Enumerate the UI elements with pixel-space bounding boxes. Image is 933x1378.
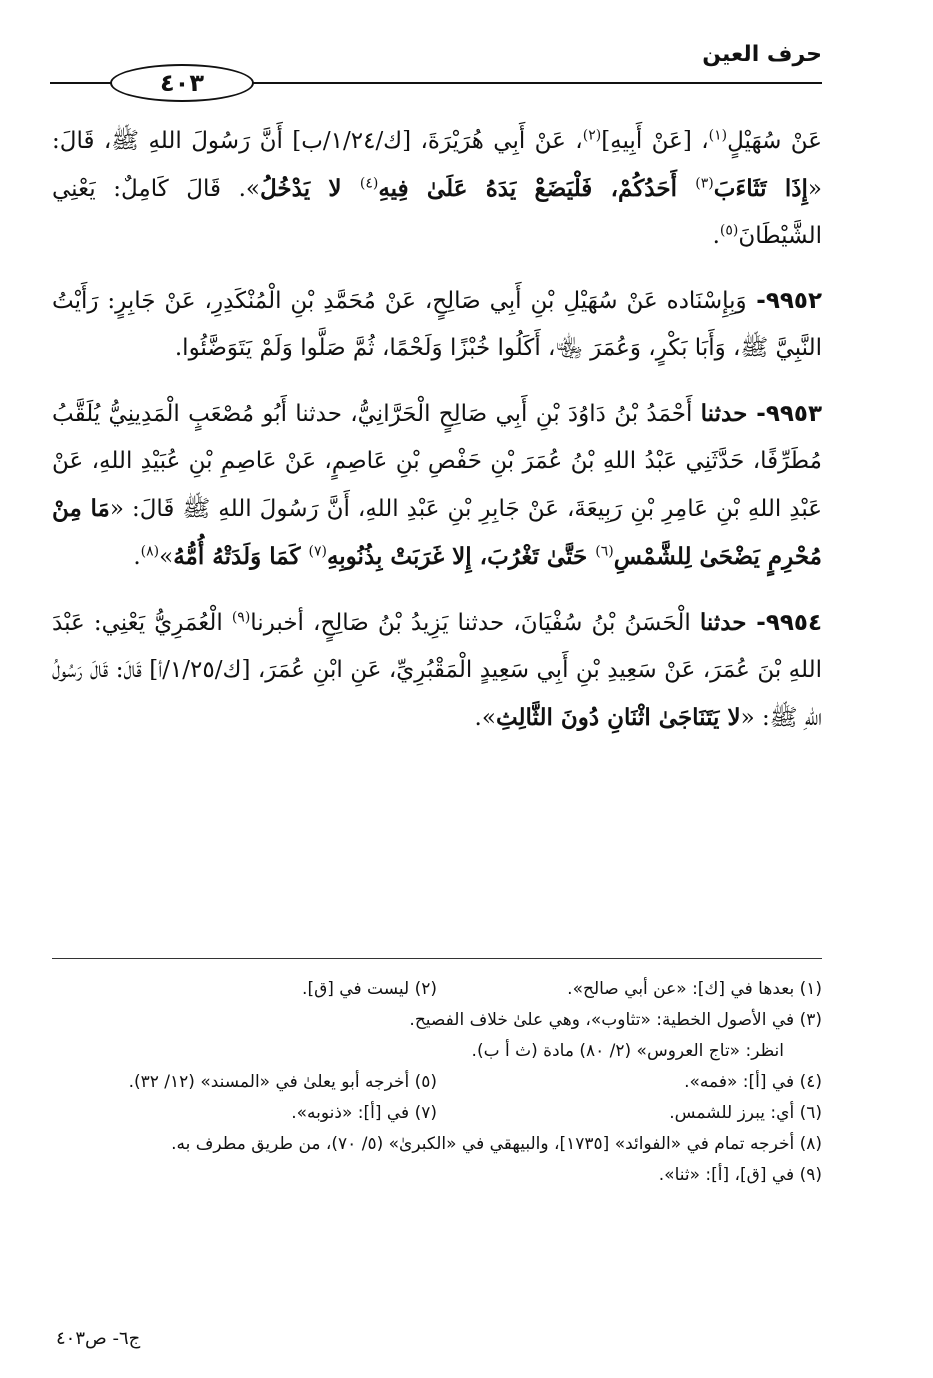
footnote-ref: (٩) <box>231 609 251 626</box>
page-header <box>50 30 822 100</box>
footnote-ref: (٢) <box>582 127 602 144</box>
bold-text: أَحَدُكُمْ، فَلْيَضَعْ يَدَهُ عَلَىٰ فِيهِ <box>378 175 696 202</box>
footnote-ref: (٥) <box>719 222 739 239</box>
text-run: الْعُمَرِيُّ يَعْنِي: عَبْدَ اللهِ بْنَ عُمَرَ، عَنْ سَعِيدِ بْنِ أَبِي سَعِيدٍ الْمَقْبُرِيِّ، عَنِ ابْنِ عُمَرَ، [ك/١/٢٥/أ] قَالَ: قَالَ رَسُولُ اللهِ ﷺ: « <box>52 610 823 731</box>
footnote-continuation: انظر: «تاج العروس» (٢/ ٨٠) مادة (ث أ ب). <box>471 1041 784 1061</box>
footnote-ref: (٦) <box>595 543 614 560</box>
text-run: ». <box>474 705 496 731</box>
footnote-ref: (٤) <box>359 175 379 192</box>
footnote-line <box>52 1098 822 1129</box>
footnote: (٩) في [ق]، [أ]: «ثنا». <box>658 1165 822 1185</box>
footnote-ref: (٣) <box>695 175 714 192</box>
bold-text: لا يَدْخُلُ <box>260 175 360 202</box>
footnote-ref: (١) <box>708 127 728 144</box>
paragraph <box>52 278 822 372</box>
volume-page-mark: ج٦- ص٤٠٣ <box>56 1328 141 1349</box>
text-run: ، عَنْ أَبِي هُرَيْرَةَ، [ك/١/٢٤/ب] أَنَّ رَسُولَ اللهِ ﷺ، قَالَ: « <box>52 128 822 202</box>
footnote-ref: (٧) <box>308 543 327 560</box>
hadith-number: ٩٩٥٤- <box>746 610 822 636</box>
text-run: . <box>712 223 720 249</box>
footnote: (٦) أي: يبرز للشمس. <box>669 1103 822 1123</box>
footnote-line <box>52 1067 822 1098</box>
footnote-ref: (٨) <box>140 543 160 560</box>
footnote: (٤) في [أ]: «فمه». <box>684 1072 822 1092</box>
text-run: » <box>159 544 174 570</box>
text-run: الْحَسَنُ بْنُ سُفْيَانَ، حدثنا يَزِيدُ بْنُ صَالِحٍ، أخبرنا <box>250 610 700 636</box>
bold-text: كَمَا وَلَدَتْهُ أُمُّهُ <box>173 543 309 570</box>
footnote: (٥) أخرجه أبو يعلىٰ في «المسند» (١٢/ ٣٢). <box>128 1072 437 1092</box>
hadith-number: ٩٩٥٢- <box>746 288 822 314</box>
hadith-number: ٩٩٥٣- <box>747 401 822 427</box>
chapter-title: حرف العين <box>702 42 822 67</box>
footnote: (٣) في الأصول الخطية: «تثاوب»، وهي علىٰ خلاف الفصيح. <box>409 1010 822 1030</box>
bold-text: حَتَّىٰ تَغْرُبَ، إِلا غَرَبَتْ بِذُنُوبِهِ <box>326 543 596 570</box>
text-run: ». قَالَ كَامِلٌ: يَعْنِي الشَّيْطَانَ <box>52 176 822 249</box>
paragraph <box>52 118 822 260</box>
footnote-line <box>52 974 822 1005</box>
footnote: (٢) ليست في [ق]. <box>302 979 437 999</box>
text-run: عَنْ سُهَيْلٍ <box>727 128 822 154</box>
page-number-badge: ٤٠٣ <box>110 64 254 102</box>
text-run: ، [عَنْ أَبِيهِ] <box>601 128 709 154</box>
paragraph <box>52 599 822 742</box>
bold-text: حدثنا <box>699 609 747 636</box>
text-run: . <box>133 544 141 570</box>
main-text <box>52 118 822 760</box>
text-run: أَحْمَدُ بْنُ دَاوُدَ بْنِ أَبِي صَالِحٍ الْحَرَّانِيُّ، حدثنا أَبُو مُصْعَبٍ الْمَدِينِيُّ يُلَقَّبُ مُطَرِّفًا، حَدَّثَنِي عَبْدُ اللهِ بْنُ عُمَرَ بْنِ حَفْصِ بْنِ عَاصِمٍ، عَنْ عَاصِمِ بْنِ عُبَيْدِ اللهِ، عَنْ عَبْدِ اللهِ بْنِ عَامِرِ بْنِ رَبِيعَةَ، عَنْ جَابِرِ بْنِ عَبْدِ اللهِ، أَنَّ رَسُولَ اللهِ ﷺ قَالَ: « <box>52 401 822 522</box>
bold-text: إِذَا تَثَاءَبَ <box>713 175 808 202</box>
bold-text: لا يَتَنَاجَىٰ اثْنَانِ دُونَ الثَّالِثِ <box>495 704 741 731</box>
text-run: وَبِإِسْنَاده عَنْ سُهَيْلِ بْنِ أَبِي صَالِحٍ، عَنْ مُحَمَّدِ بْنِ الْمُنْكَدِرِ، عَنْ جَابِرٍ: رَأَيْتُ النَّبِيَّ ﷺ، وَأَبَا بَكْرٍ، وَعُمَرَ ﵄، أَكَلُوا خُبْزًا وَلَحْمًا، ثُمَّ صَلَّوا وَلَمْ يَتَوَضَّئُوا. <box>52 288 822 361</box>
footnotes <box>52 974 822 1191</box>
bold-text: مَا مِنْ مُحْرِمٍ يَضْحَىٰ لِلشَّمْسِ <box>52 495 822 570</box>
bold-text: حدثنا <box>700 400 748 427</box>
footnote-separator <box>52 958 822 959</box>
paragraph <box>52 390 822 581</box>
footnote: (٧) في [أ]: «ذنوبه». <box>291 1103 437 1123</box>
footnote: (١) بعدها في [ك]: «عن أبي صالح». <box>567 979 822 999</box>
footnote: (٨) أخرجه تمام في «الفوائد» [١٧٣٥]، والبيهقي في «الكبرىٰ» (٥/ ٧٠)، من طريق مطرف به. <box>171 1134 822 1154</box>
